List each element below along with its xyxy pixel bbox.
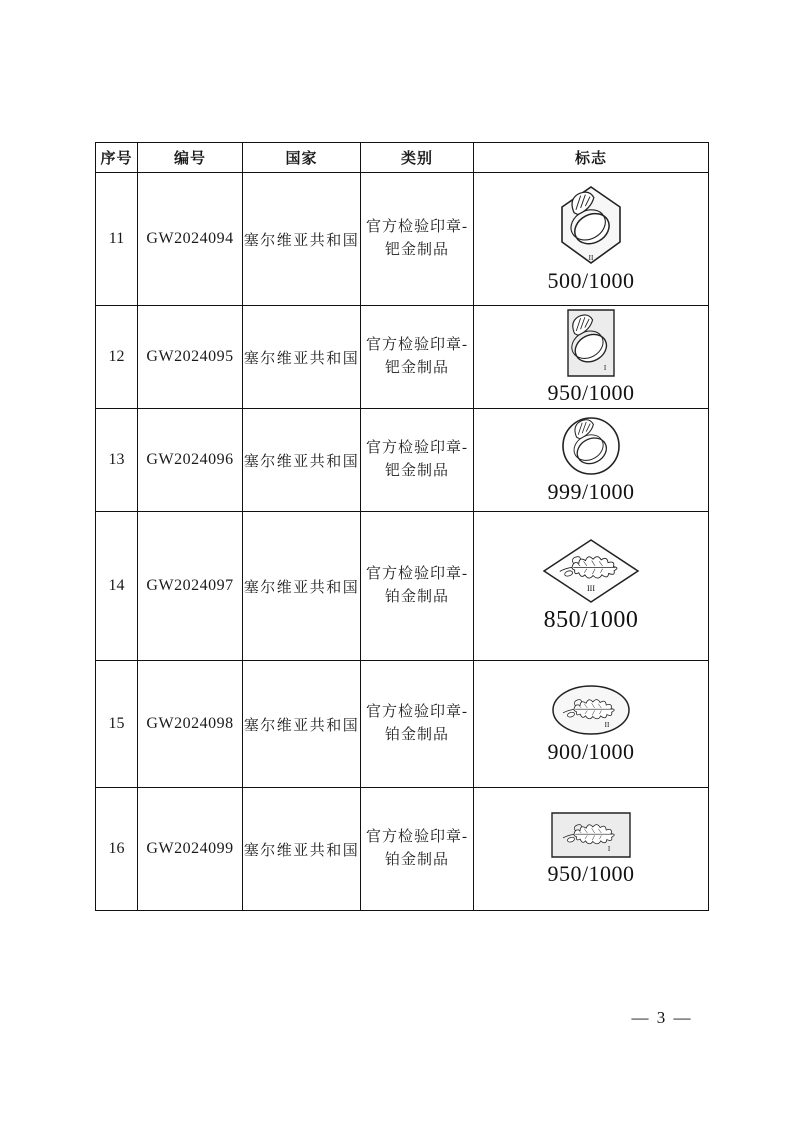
seq-cell: 12 <box>96 306 138 409</box>
hallmark-circle-ring-icon <box>561 416 621 476</box>
category-line1: 官方检验印章- <box>366 218 468 235</box>
category-line1: 官方检验印章- <box>366 439 468 456</box>
category-line2: 钯金制品 <box>384 463 449 479</box>
seq-cell: 11 <box>96 173 138 306</box>
fineness-label: 999/1000 <box>547 478 635 504</box>
category-line2: 铂金制品 <box>384 727 449 743</box>
seq-cell: 13 <box>96 409 138 512</box>
code-cell: GW2024094 <box>138 173 243 306</box>
hallmark-table <box>95 142 709 911</box>
table-header-row <box>96 143 709 173</box>
mark-cell <box>474 409 709 512</box>
table-row <box>96 306 709 409</box>
category-line1: 官方检验印章- <box>366 703 468 720</box>
code-cell: GW2024096 <box>138 409 243 512</box>
hallmark-rectangle-ring-icon <box>567 309 615 377</box>
code-cell: GW2024099 <box>138 788 243 911</box>
hallmark-numeral: III <box>587 584 595 593</box>
category-line2: 铂金制品 <box>384 589 449 605</box>
country-cell: 塞尔维亚共和国 <box>243 409 361 512</box>
header-mark: 标志 <box>474 143 709 173</box>
category-line2: 钯金制品 <box>384 242 449 258</box>
mark-cell <box>474 788 709 911</box>
fineness-label: 850/1000 <box>543 607 639 633</box>
seq-cell: 14 <box>96 512 138 661</box>
fineness-label: 950/1000 <box>547 379 635 405</box>
seq-cell: 16 <box>96 788 138 911</box>
table-row <box>96 788 709 911</box>
category-line2: 铂金制品 <box>384 852 449 868</box>
category-cell <box>361 512 474 661</box>
category-line1: 官方检验印章- <box>366 565 468 582</box>
table-row <box>96 409 709 512</box>
hallmark-numeral: II <box>588 253 594 262</box>
mark-cell <box>474 173 709 306</box>
fineness-label: 950/1000 <box>547 860 635 886</box>
header-code: 编号 <box>138 143 243 173</box>
country-cell: 塞尔维亚共和国 <box>243 306 361 409</box>
code-cell: GW2024097 <box>138 512 243 661</box>
hallmark-numeral: I <box>603 363 607 372</box>
category-cell <box>361 661 474 788</box>
hallmark-numeral: I <box>607 844 611 853</box>
page-number: — 3 — <box>631 1008 693 1027</box>
code-cell: GW2024098 <box>138 661 243 788</box>
fineness-label: 900/1000 <box>547 738 635 764</box>
category-line1: 官方检验印章- <box>366 828 468 845</box>
header-country: 国家 <box>243 143 361 173</box>
hallmark-hexagon-ring-icon <box>559 185 623 265</box>
category-cell <box>361 173 474 306</box>
hallmark-rectangle-oakleaf-icon <box>551 812 631 858</box>
mark-cell <box>474 512 709 661</box>
country-cell: 塞尔维亚共和国 <box>243 512 361 661</box>
mark-cell <box>474 306 709 409</box>
header-category: 类别 <box>361 143 474 173</box>
category-cell <box>361 788 474 911</box>
seq-cell: 15 <box>96 661 138 788</box>
table-row <box>96 661 709 788</box>
header-seq: 序号 <box>96 143 138 173</box>
country-cell: 塞尔维亚共和国 <box>243 173 361 306</box>
category-line1: 官方检验印章- <box>366 336 468 353</box>
table-row <box>96 512 709 661</box>
hallmark-numeral: II <box>604 720 610 729</box>
country-cell: 塞尔维亚共和国 <box>243 788 361 911</box>
country-cell: 塞尔维亚共和国 <box>243 661 361 788</box>
category-line2: 钯金制品 <box>384 360 449 376</box>
code-cell: GW2024095 <box>138 306 243 409</box>
hallmark-diamond-oakleaf-icon <box>541 538 641 604</box>
category-cell <box>361 306 474 409</box>
fineness-label: 500/1000 <box>547 267 635 293</box>
category-cell <box>361 409 474 512</box>
mark-cell <box>474 661 709 788</box>
table-row <box>96 173 709 306</box>
hallmark-ellipse-oakleaf-icon <box>551 684 631 736</box>
